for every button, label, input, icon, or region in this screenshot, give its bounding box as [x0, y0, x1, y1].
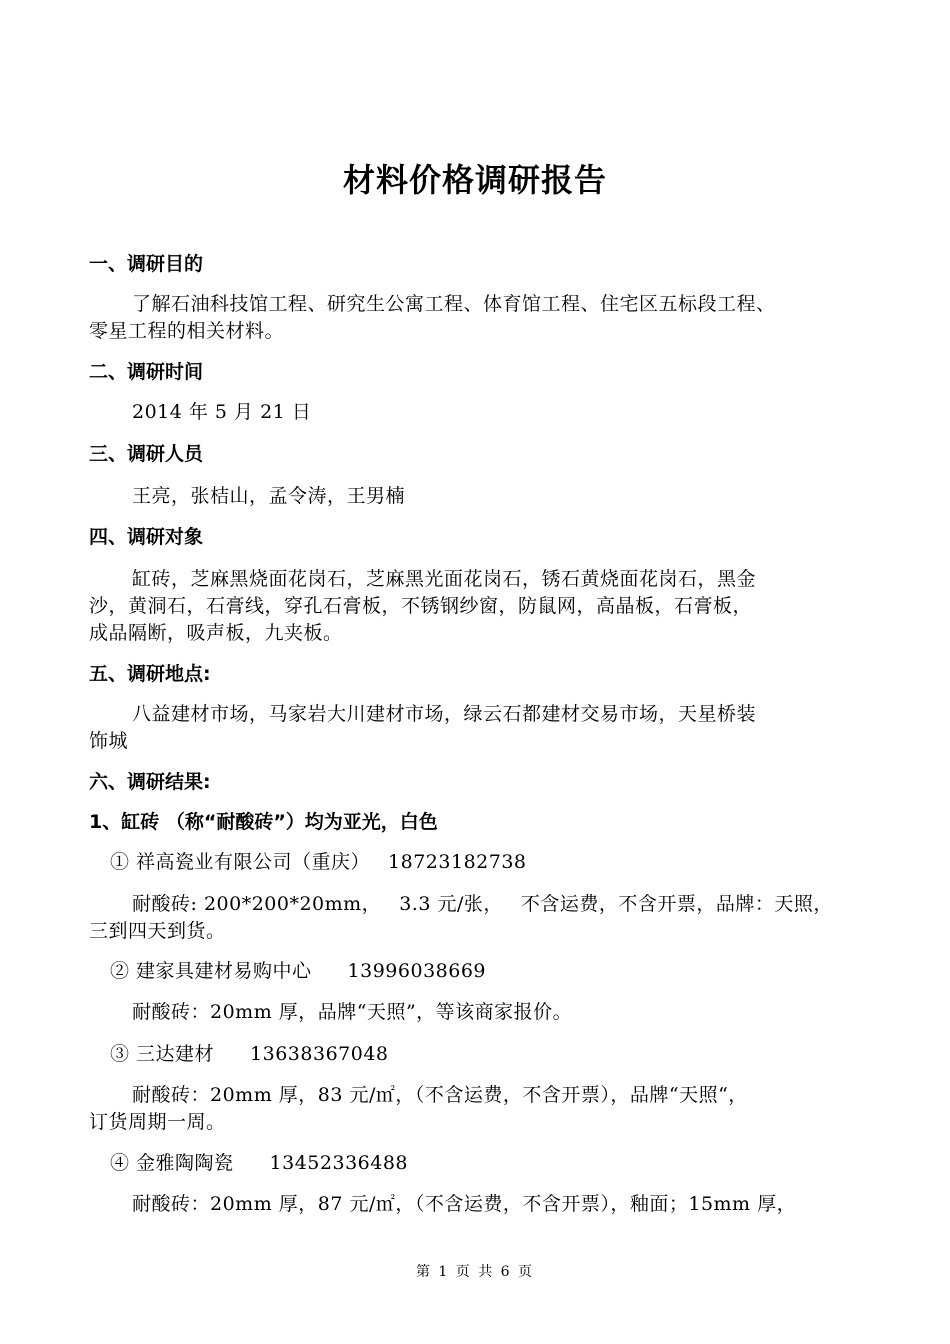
supplier-phone: 18723182738 [388, 851, 527, 873]
supplier-name: ④ 金雅陶陶瓷 [110, 1152, 234, 1174]
detail-terms: 不含运费，不含开票，品牌：天照， [520, 893, 833, 915]
purpose-text-line1: 了解石油科技馆工程、研究生公寓工程、体育馆工程、住宅区五标段工程、 [132, 293, 776, 315]
detail-spec: 耐酸砖: 200*200*20mm， [132, 893, 382, 915]
supplier-1-detail-line1 [132, 890, 833, 918]
supplier-phone: 13996038669 [347, 960, 487, 982]
supplier-name: ① 祥高瓷业有限公司（重庆） [110, 851, 371, 873]
supplier-phone: 13452336488 [269, 1152, 409, 1174]
survey-people: 王亮，张桔山，孟令涛，王男楠 [132, 485, 406, 507]
section-heading-purpose: 一、调研目的 [89, 253, 204, 275]
survey-date: 2014 年 5 月 21 日 [132, 401, 312, 423]
section-heading-time: 二、调研时间 [89, 361, 204, 383]
section-heading-location: 五、调研地点: [89, 663, 211, 685]
supplier-2-header [110, 957, 486, 985]
section-heading-objects: 四、调研对象 [89, 526, 204, 548]
result-item1-heading: 1、缸砖 （称“耐酸砖”）均为亚光，白色 [89, 811, 438, 833]
objects-text-line3: 成品隔断，吸声板，九夹板。 [89, 622, 343, 644]
supplier-4-header [110, 1149, 408, 1177]
supplier-3-detail-line1: 耐酸砖：20mm 厚，83 元/㎡，（不含运费，不含开票），品牌“天照“， [132, 1084, 748, 1106]
location-text-line1: 八益建材市场，马家岩大川建材市场，绿云石都建材交易市场，天星桥装 [132, 703, 757, 725]
objects-text-line2: 沙，黄洞石，石膏线，穿孔石膏板，不锈钢纱窗，防鼠网，高晶板，石膏板， [89, 595, 753, 617]
purpose-text-line2: 零星工程的相关材料。 [89, 320, 285, 342]
supplier-2-detail-line1: 耐酸砖：20mm 厚，品牌“天照”，等该商家报价。 [132, 1001, 573, 1023]
page-title: 材料价格调研报告 [342, 161, 607, 199]
page-footer: 第 1 页 共 6 页 [415, 1264, 535, 1280]
supplier-1-header [110, 848, 527, 876]
supplier-phone: 13638367048 [250, 1043, 389, 1065]
supplier-name: ② 建家具建材易购中心 [110, 960, 312, 982]
location-text-line2: 饰城 [89, 730, 129, 752]
section-heading-people: 三、调研人员 [89, 443, 204, 465]
supplier-4-detail-line1: 耐酸砖：20mm 厚，87 元/㎡，（不含运费，不含开票），釉面；15mm 厚， [132, 1193, 797, 1215]
detail-price: 3.3 元/张， [399, 893, 503, 915]
supplier-3-detail-line2: 订货周期一周。 [89, 1111, 226, 1133]
supplier-name: ③ 三达建材 [110, 1043, 215, 1065]
section-heading-results: 六、调研结果: [89, 771, 211, 793]
supplier-3-header [110, 1040, 389, 1068]
objects-text-line1: 缸砖，芝麻黑烧面花岗石，芝麻黑光面花岗石，锈石黄烧面花岗石，黑金 [132, 568, 757, 590]
supplier-1-detail-line2: 三到四天到货。 [89, 920, 226, 942]
